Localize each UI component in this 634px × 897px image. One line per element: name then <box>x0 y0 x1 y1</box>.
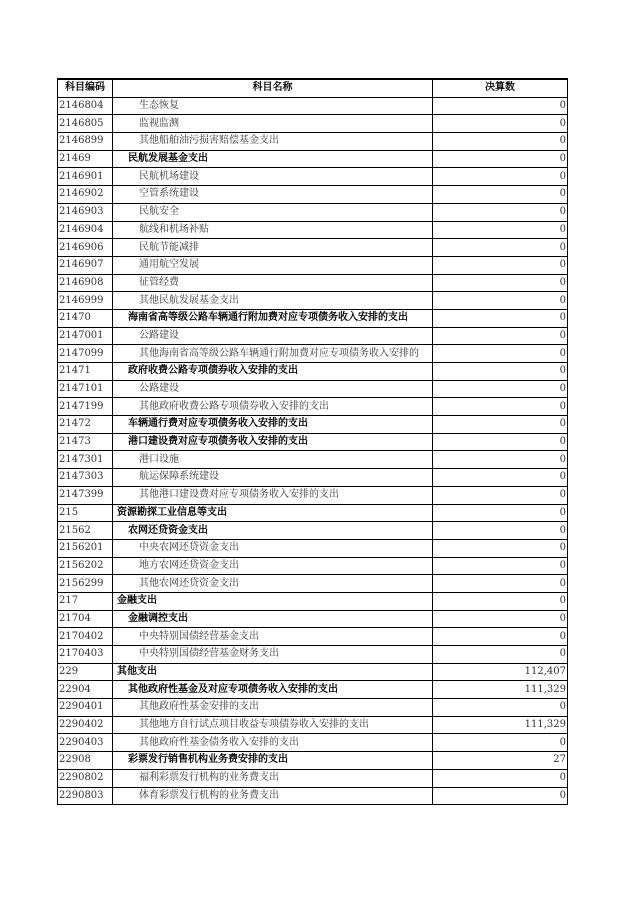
row-value: 0 <box>433 203 568 221</box>
table-row <box>58 628 568 646</box>
row-name: 其他海南省高等级公路车辆通行附加费对应专项债务收入安排的 <box>113 345 433 363</box>
table-row <box>58 787 568 805</box>
row-value: 0 <box>433 557 568 575</box>
table-row <box>58 363 568 381</box>
row-value: 0 <box>433 363 568 381</box>
table-row <box>58 504 568 522</box>
row-code: 21473 <box>58 433 113 451</box>
row-value: 0 <box>433 309 568 327</box>
row-value: 0 <box>433 646 568 664</box>
row-name: 车辆通行费对应专项债务收入安排的支出 <box>113 416 433 434</box>
row-code: 2290401 <box>58 699 113 717</box>
row-name: 民航机场建设 <box>113 168 433 186</box>
row-value: 0 <box>433 451 568 469</box>
row-value: 0 <box>433 239 568 257</box>
row-value: 0 <box>433 699 568 717</box>
row-name: 政府收费公路专项债券收入安排的支出 <box>113 363 433 381</box>
table-row <box>58 416 568 434</box>
row-name: 其他农网还贷资金支出 <box>113 575 433 593</box>
table-row <box>58 115 568 133</box>
row-name: 其他地方自行试点项目收益专项债券收入安排的支出 <box>113 716 433 734</box>
row-code: 2146901 <box>58 168 113 186</box>
table-body <box>58 97 568 805</box>
row-code: 21471 <box>58 363 113 381</box>
row-value: 0 <box>433 416 568 434</box>
row-value: 0 <box>433 522 568 540</box>
table-row <box>58 309 568 327</box>
row-code: 2146804 <box>58 97 113 115</box>
row-value: 0 <box>433 504 568 522</box>
row-value: 0 <box>433 327 568 345</box>
row-name: 其他港口建设费对应专项债务收入安排的支出 <box>113 486 433 504</box>
row-value: 0 <box>433 221 568 239</box>
row-name: 港口建设费对应专项债务收入安排的支出 <box>113 433 433 451</box>
row-value: 0 <box>433 628 568 646</box>
row-code: 2147101 <box>58 380 113 398</box>
row-code: 2147303 <box>58 469 113 487</box>
table-row <box>58 168 568 186</box>
row-name: 彩票发行销售机构业务费安排的支出 <box>113 752 433 770</box>
row-name: 中央特别国债经营基金支出 <box>113 628 433 646</box>
table-row <box>58 345 568 363</box>
row-code: 21470 <box>58 309 113 327</box>
table-row <box>58 716 568 734</box>
table-row <box>58 133 568 151</box>
row-name: 金融支出 <box>113 592 433 610</box>
table-row <box>58 663 568 681</box>
row-code: 2147301 <box>58 451 113 469</box>
table-row <box>58 539 568 557</box>
row-code: 2146906 <box>58 239 113 257</box>
row-code: 22904 <box>58 681 113 699</box>
row-code: 2146903 <box>58 203 113 221</box>
table-row <box>58 327 568 345</box>
header-code: 科目编码 <box>58 79 113 97</box>
row-code: 2156299 <box>58 575 113 593</box>
row-value: 0 <box>433 380 568 398</box>
row-name: 其他政府性基金债务收入安排的支出 <box>113 734 433 752</box>
row-code: 2147099 <box>58 345 113 363</box>
row-code: 2147199 <box>58 398 113 416</box>
row-name: 福利彩票发行机构的业务费支出 <box>113 769 433 787</box>
row-value: 112,407 <box>433 663 568 681</box>
table-row <box>58 97 568 115</box>
row-value: 0 <box>433 133 568 151</box>
row-code: 2147001 <box>58 327 113 345</box>
row-value: 0 <box>433 115 568 133</box>
row-name: 监视监测 <box>113 115 433 133</box>
row-name: 通用航空发展 <box>113 256 433 274</box>
row-name: 公路建设 <box>113 327 433 345</box>
row-name: 中央农网还贷资金支出 <box>113 539 433 557</box>
row-value: 0 <box>433 610 568 628</box>
row-value: 0 <box>433 97 568 115</box>
row-name: 其他政府性基金及对应专项债务收入安排的支出 <box>113 681 433 699</box>
row-name: 其他支出 <box>113 663 433 681</box>
row-code: 21562 <box>58 522 113 540</box>
row-name: 其他船舶油污损害赔偿基金支出 <box>113 133 433 151</box>
row-name: 生态恢复 <box>113 97 433 115</box>
row-code: 21472 <box>58 416 113 434</box>
row-code: 2290402 <box>58 716 113 734</box>
table-row <box>58 221 568 239</box>
table-row <box>58 292 568 310</box>
table-row <box>58 592 568 610</box>
row-code: 2146999 <box>58 292 113 310</box>
row-value: 0 <box>433 168 568 186</box>
table-row <box>58 522 568 540</box>
table-row <box>58 469 568 487</box>
row-value: 0 <box>433 769 568 787</box>
row-code: 22908 <box>58 752 113 770</box>
table-row <box>58 398 568 416</box>
row-name: 中央特别国债经营基金财务支出 <box>113 646 433 664</box>
row-value: 0 <box>433 186 568 204</box>
table-row <box>58 646 568 664</box>
table-row <box>58 186 568 204</box>
header-name: 科目名称 <box>113 79 433 97</box>
row-name: 航线和机场补贴 <box>113 221 433 239</box>
row-value: 0 <box>433 345 568 363</box>
row-name: 其他政府收费公路专项债券收入安排的支出 <box>113 398 433 416</box>
row-code: 2170403 <box>58 646 113 664</box>
table-row <box>58 486 568 504</box>
row-value: 0 <box>433 592 568 610</box>
row-code: 2146902 <box>58 186 113 204</box>
row-code: 2156201 <box>58 539 113 557</box>
row-code: 21704 <box>58 610 113 628</box>
row-name: 港口设施 <box>113 451 433 469</box>
row-value: 27 <box>433 752 568 770</box>
table-row <box>58 274 568 292</box>
row-code: 2290803 <box>58 787 113 805</box>
row-code: 2290403 <box>58 734 113 752</box>
row-value: 0 <box>433 150 568 168</box>
budget-table <box>57 78 568 805</box>
row-name: 征管经费 <box>113 274 433 292</box>
table-row <box>58 610 568 628</box>
row-value: 0 <box>433 575 568 593</box>
row-name: 空管系统建设 <box>113 186 433 204</box>
table-row <box>58 239 568 257</box>
table-row <box>58 575 568 593</box>
row-code: 2147399 <box>58 486 113 504</box>
row-name: 公路建设 <box>113 380 433 398</box>
table-row <box>58 681 568 699</box>
table-row <box>58 451 568 469</box>
table-row <box>58 752 568 770</box>
row-name: 民航发展基金支出 <box>113 150 433 168</box>
row-code: 2156202 <box>58 557 113 575</box>
row-value: 0 <box>433 734 568 752</box>
row-value: 0 <box>433 274 568 292</box>
row-value: 111,329 <box>433 681 568 699</box>
row-value: 0 <box>433 539 568 557</box>
row-code: 2146908 <box>58 274 113 292</box>
table-row <box>58 769 568 787</box>
row-value: 0 <box>433 486 568 504</box>
row-name: 其他民航发展基金支出 <box>113 292 433 310</box>
row-code: 215 <box>58 504 113 522</box>
table-row <box>58 203 568 221</box>
row-value: 111,329 <box>433 716 568 734</box>
row-value: 0 <box>433 256 568 274</box>
row-name: 民航安全 <box>113 203 433 221</box>
row-name: 资源勘探工业信息等支出 <box>113 504 433 522</box>
row-code: 217 <box>58 592 113 610</box>
table-header-row <box>58 79 568 97</box>
row-code: 2146899 <box>58 133 113 151</box>
table-row <box>58 256 568 274</box>
row-code: 2146907 <box>58 256 113 274</box>
row-value: 0 <box>433 433 568 451</box>
row-value: 0 <box>433 469 568 487</box>
row-code: 229 <box>58 663 113 681</box>
table-row <box>58 380 568 398</box>
row-name: 航运保障系统建设 <box>113 469 433 487</box>
table-row <box>58 433 568 451</box>
row-name: 海南省高等级公路车辆通行附加费对应专项债务收入安排的支出 <box>113 309 433 327</box>
row-value: 0 <box>433 787 568 805</box>
row-code: 2290802 <box>58 769 113 787</box>
table-row <box>58 557 568 575</box>
row-name: 地方农网还贷资金支出 <box>113 557 433 575</box>
row-code: 2146904 <box>58 221 113 239</box>
row-name: 体育彩票发行机构的业务费支出 <box>113 787 433 805</box>
row-value: 0 <box>433 398 568 416</box>
row-code: 2146805 <box>58 115 113 133</box>
header-value: 决算数 <box>433 79 568 97</box>
table-row <box>58 699 568 717</box>
row-name: 农网还贷资金支出 <box>113 522 433 540</box>
table-row <box>58 150 568 168</box>
row-name: 民航节能减排 <box>113 239 433 257</box>
row-name: 其他政府性基金安排的支出 <box>113 699 433 717</box>
row-code: 21469 <box>58 150 113 168</box>
row-name: 金融调控支出 <box>113 610 433 628</box>
row-code: 2170402 <box>58 628 113 646</box>
row-value: 0 <box>433 292 568 310</box>
table-row <box>58 734 568 752</box>
